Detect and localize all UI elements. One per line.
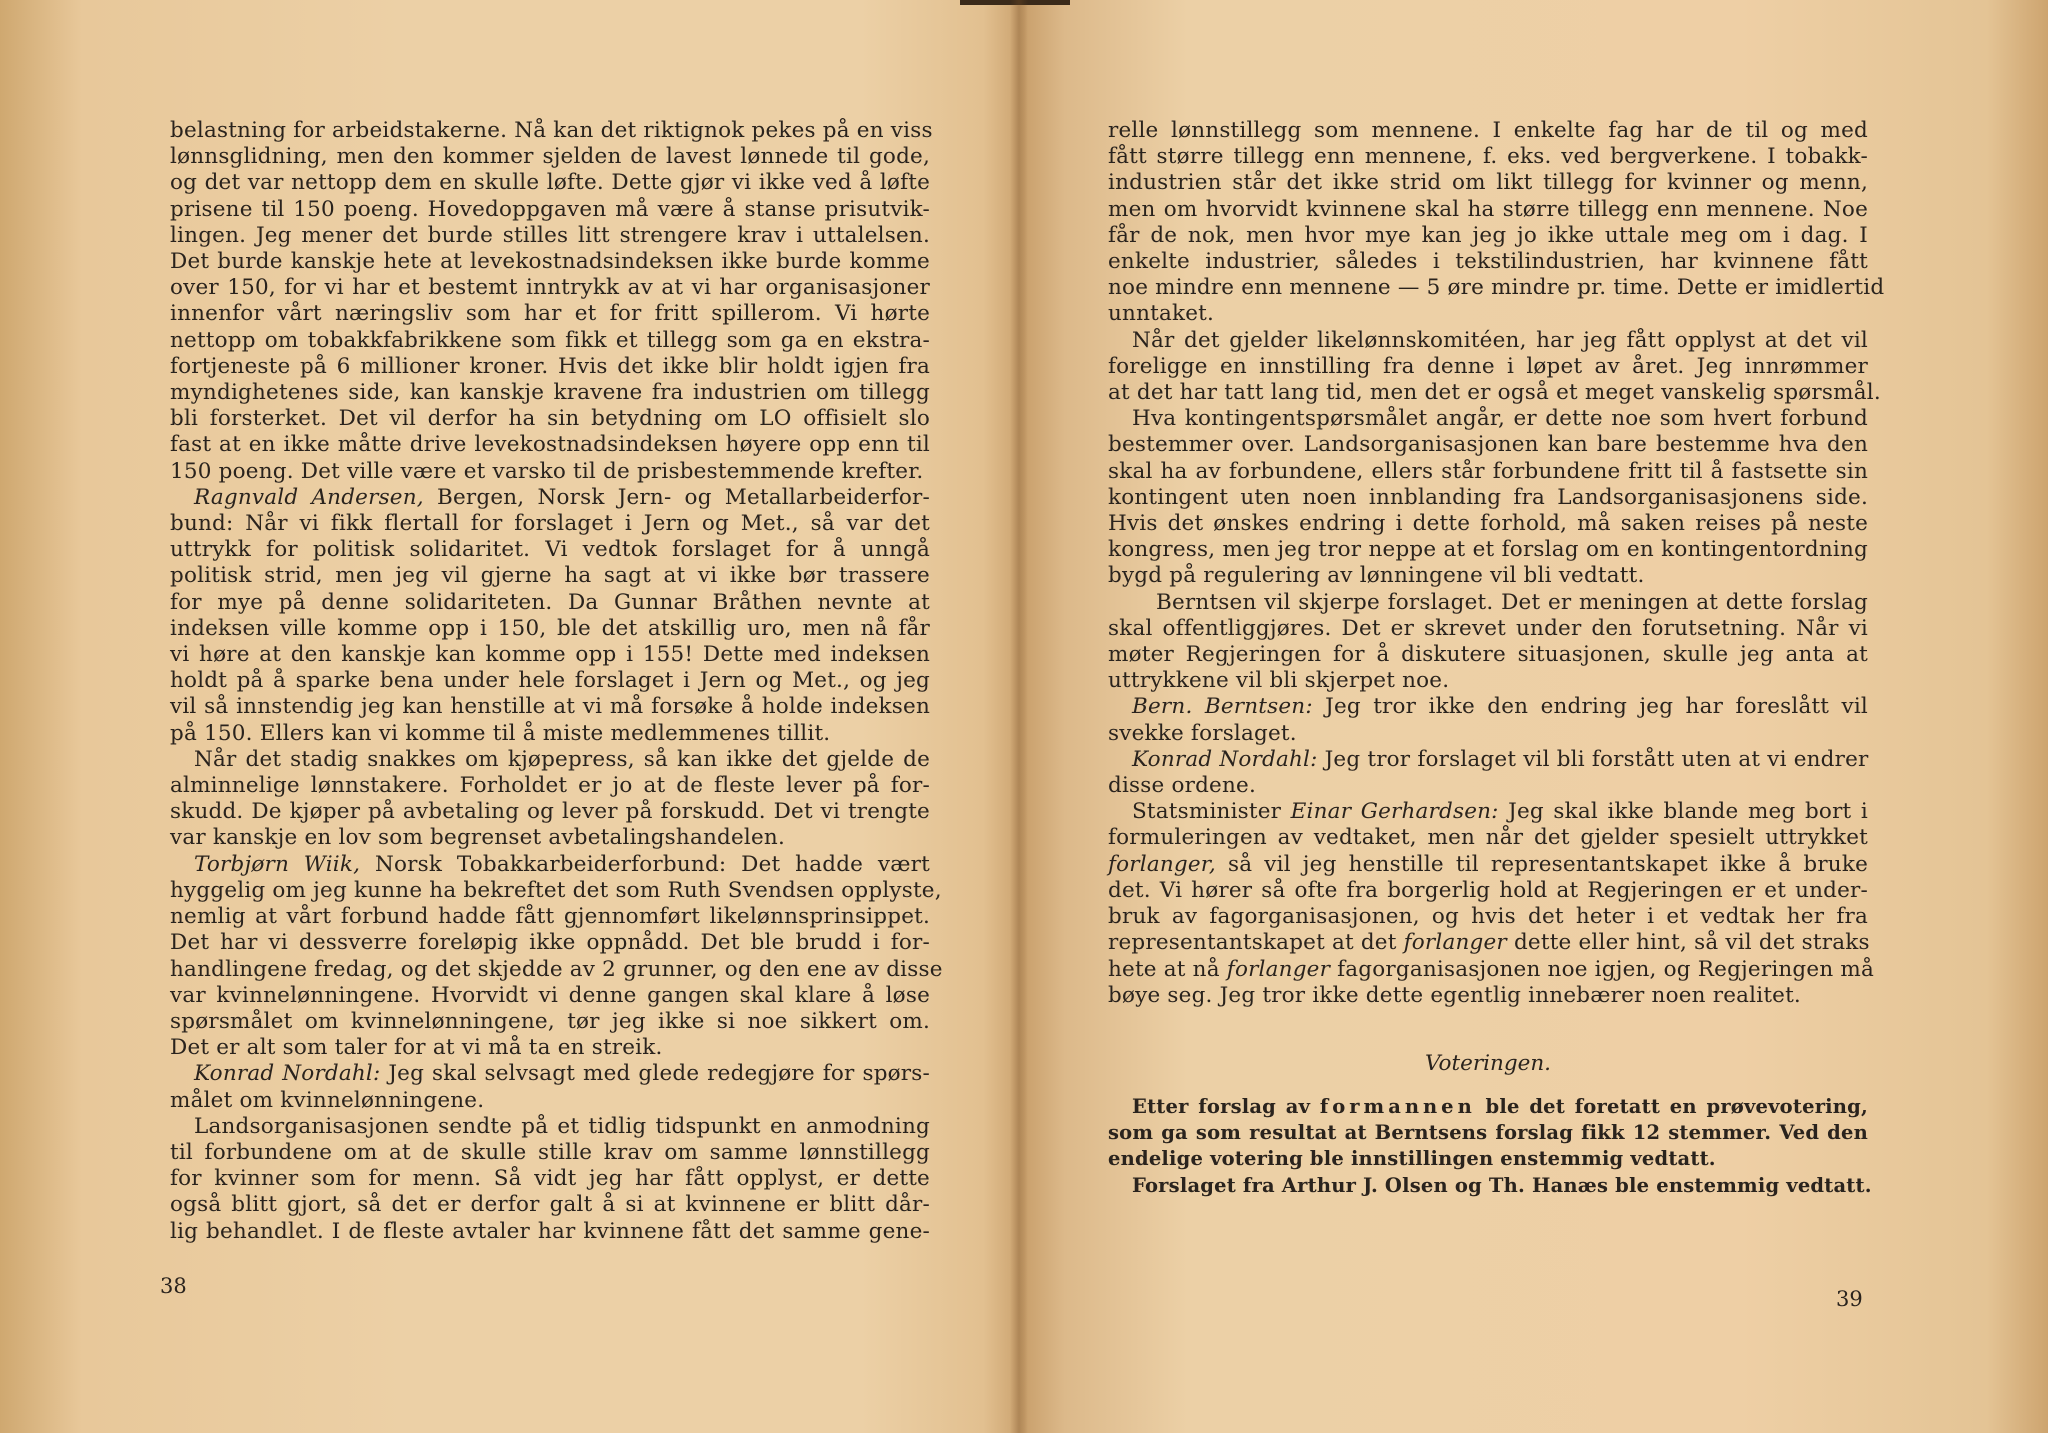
text-line: bruk av fagorganisasjonen, og hvis det heter i et vedtak her fra [1108,904,1868,930]
text-line: for mye på denne solidariteten. Da Gunnar Bråthen nevnte at [170,589,930,615]
speaker-name: Konrad Nordahl: [194,1061,381,1087]
text-line: innenfor vårt næringsliv som har et for fritt spillerom. Vi hørte [170,301,930,327]
text-line: belastning for arbeidstakerne. Nå kan det riktignok pekes på en viss [170,118,933,143]
text-line: Det burde kanskje hete at levekostnadsindeksen ikke burde komme [170,249,930,275]
text-line: hete at nå forlanger fagorganisasjonen noe igjen, og Regjeringen må [1108,956,1875,982]
text-line: at det har tatt lang tid, men det er også et meget vanskelig spørsmål. [1108,380,1881,406]
text-line: uttrykk for politisk solidaritet. Vi vedtok forslaget for å unngå [170,537,930,563]
text-line: hyggelig om jeg kunne ha bekreftet det som Ruth Svendsen opplyste, [170,877,942,903]
speaker-name: Bern. Berntsen: [1132,694,1313,720]
section-heading: Voteringen. [1424,1050,1552,1076]
text-line: til forbundene om at de skulle stille krav om samme lønnstillegg [170,1139,930,1165]
text-line: Når det gjelder likelønnskomitéen, har jeg fått opplyst at det vil [1132,327,1868,353]
vote-line: Etter forslag av formannen ble det foretatt en prøvevotering, [1132,1094,1868,1118]
text-line: fått større tillegg enn mennene, f. eks. ved bergverkene. I tobakk- [1108,144,1868,170]
speaker-name: Einar Gerhardsen: [1290,799,1499,825]
text-line: svekke forslaget. [1108,720,1297,746]
speaker-name: Torbjørn Wiik, [194,851,361,877]
text-line: enkelte industrier, således i tekstilindustrien, har kvinnene fått [1108,249,1868,275]
text-line: var kvinnelønningene. Hvorvidt vi denne gangen skal klare å løse [170,982,930,1008]
text-line: Bern. Berntsen: Jeg tror ikke den endring jeg har foreslått vil [1132,694,1869,720]
text-line: alminnelige lønnstakere. Forholdet er jo at de fleste lever på for- [170,773,930,799]
text-line: skal offentliggjøres. Det er skrevet under den forutsetning. Når vi [1108,615,1868,641]
text-line: holdt på å sparke bena under hele forslaget i Jern og Met., og jeg [170,668,930,694]
text-line: indeksen ville komme opp i 150, ble det atskillig uro, men nå får [170,615,930,641]
speaker-name: Ragnvald Andersen, [194,484,424,510]
text-line: Det har vi dessverre foreløpig ikke oppnådd. Det ble brudd i for- [170,930,930,956]
text-line: kontingent uten noen innblanding fra Landsorganisasjonens side. [1108,484,1868,510]
text-line: fast at en ikke måtte drive levekostnadsindeksen høyere opp enn til [170,432,930,458]
text-line: og det var nettopp dem en skulle løfte. Dette gjør vi ikke ved å løfte [170,170,930,196]
text-line: Når det stadig snakkes om kjøpepress, så kan ikke det gjelde de [194,746,930,772]
text-line: målet om kvinnelønningene. [170,1087,485,1113]
vote-line: som ga som resultat at Berntsens forslag fikk 12 stemmer. Ved den [1108,1121,1868,1145]
text-line: industrien står det ikke strid om likt tillegg for kvinner og menn, [1108,170,1868,196]
text-line: Konrad Nordahl: Jeg skal selvsagt med glede redegjøre for spørs- [194,1061,930,1087]
right-page [1108,118,1885,1199]
text-line: på 150. Ellers kan vi komme til å miste medlemmenes tillit. [170,720,831,746]
text-line: handlingene fredag, og det skjedde av 2 grunner, og den ene av disse [170,956,943,982]
text-line: men om hvorvidt kvinnene skal ha større tillegg enn mennene. Noe [1108,196,1868,222]
text-line: Hvis det ønskes endring i dette forhold, må saken reises på neste [1108,511,1868,537]
vote-line: endelige votering ble innstillingen enstemmig vedtatt. [1108,1147,1716,1171]
text-line: disse ordene. [1108,773,1256,799]
text-line: prisene til 150 poeng. Hovedoppgaven må være å stanse prisutvik- [170,196,930,222]
text-line: skal ha av forbundene, ellers står forbundene fritt til å fastsette sin [1108,458,1868,484]
text-line: nettopp om tobakkfabrikkene som fikk et tillegg som ga en ekstra- [170,327,930,353]
text-line: myndighetenes side, kan kanskje kravene fra industrien om tillegg [170,380,930,406]
text-line: Det er alt som taler for at vi må ta en streik. [170,1035,663,1061]
text-line: fortjeneste på 6 millioner kroner. Hvis det ikke blir holdt igjen fra [170,353,930,379]
text-line: bygd på regulering av lønningene vil bli vedtatt. [1108,563,1645,589]
text-line: representantskapet at det forlanger dette eller hint, så vil det straks [1108,930,1870,956]
text-line: vi høre at den kanskje kan komme opp i 155! Dette med indeksen [170,642,930,668]
text-line: kongress, men jeg tror neppe at et forslag om en kontingentordning [1108,537,1868,563]
text-line: Hva kontingentspørsmålet angår, er dette noe som hvert forbund [1132,406,1868,432]
text-line: noe mindre enn mennene — 5 øre mindre pr. time. Dette er imidlertid [1108,275,1885,301]
text-line: uttrykkene vil bli skjerpet noe. [1108,668,1450,694]
text-line: bli forsterket. Det vil derfor ha sin betydning om LO offisielt slo [170,406,930,432]
text-line: lønnsglidning, men den kommer sjelden de lavest lønnede til gode, [170,144,930,170]
text-line: lig behandlet. I de fleste avtaler har kvinnene fått det samme gene- [170,1218,930,1244]
text-line: bøye seg. Jeg tror ikke dette egentlig innebærer noen realitet. [1108,982,1801,1008]
text-line: formuleringen av vedtaket, men når det gjelder spesielt uttrykket [1108,825,1868,851]
text-line: det. Vi hører så ofte fra borgerlig hold at Regjeringen er et under- [1108,877,1868,903]
text-line: Berntsen vil skjerpe forslaget. Det er meningen at dette forslag [1156,589,1868,615]
text-line: vil så innstendig jeg kan henstille at vi må forsøke å holde indeksen [170,694,930,720]
text-line: Ragnvald Andersen, Bergen, Norsk Jern- og Metallarbeiderfor- [194,484,930,510]
text-line: var kanskje en lov som begrenset avbetalingshandelen. [170,825,785,851]
text-line: bund: Når vi fikk flertall for forslaget i Jern og Met., så var det [170,511,930,537]
book-spine [1010,0,1028,1433]
text-line: bestemmer over. Landsorganisasjonen kan bare bestemme hva den [1108,432,1868,458]
text-line: møter Regjeringen for å diskutere situasjonen, skulle jeg anta at [1108,642,1868,668]
text-line: nemlig at vårt forbund hadde fått gjennomført likelønnsprinsippet. [170,904,930,930]
page-number: 39 [1836,1287,1863,1311]
vote-line: Forslaget fra Arthur J. Olsen og Th. Hanæs ble enstemmig vedtatt. [1132,1173,1872,1197]
text-line: politisk strid, men jeg vil gjerne ha sagt at vi ikke bør trassere [170,563,930,589]
speaker-name: Konrad Nordahl: [1132,746,1318,772]
text-line: unntaket. [1108,301,1215,327]
text-line: Konrad Nordahl: Jeg tror forslaget vil bli forstått uten at vi endrer [1132,746,1869,772]
text-line: Torbjørn Wiik, Norsk Tobakkarbeiderforbund: Det hadde vært [194,851,930,877]
text-line: over 150, for vi har et bestemt inntrykk av at vi har organisasjoner [170,275,930,301]
text-line: spørsmålet om kvinnelønningene, tør jeg ikke si noe sikkert om. [170,1008,930,1034]
left-page [170,118,943,1245]
text-line: også blitt gjort, så det er derfor galt å si at kvinnene er blitt dår- [170,1192,930,1218]
text-line: lingen. Jeg mener det burde stilles litt strengere krav i uttalelsen. [170,222,930,248]
page-number: 38 [160,1274,187,1298]
text-line: Landsorganisasjonen sendte på et tidlig tidspunkt en anmodning [194,1113,930,1139]
text-line: forlanger, så vil jeg henstille til representantskapet ikke å bruke [1108,851,1868,877]
text-line: skudd. De kjøper på avbetaling og lever på forskudd. Det vi trengte [170,799,930,825]
text-line: 150 poeng. Det ville være et varsko til de prisbestemmende krefter. [170,458,924,484]
text-line: for kvinner som for menn. Så vidt jeg har fått opplyst, er dette [170,1166,930,1192]
text-line: foreligge en innstilling fra denne i løpet av året. Jeg innrømmer [1108,353,1868,379]
text-line: får de nok, men hvor mye kan jeg jo ikke uttale meg om i dag. I [1108,222,1868,248]
text-line: relle lønnstillegg som mennene. I enkelte fag har de til og med [1108,118,1868,143]
text-line: Statsminister Einar Gerhardsen: Jeg skal ikke blande meg bort i [1132,799,1868,825]
